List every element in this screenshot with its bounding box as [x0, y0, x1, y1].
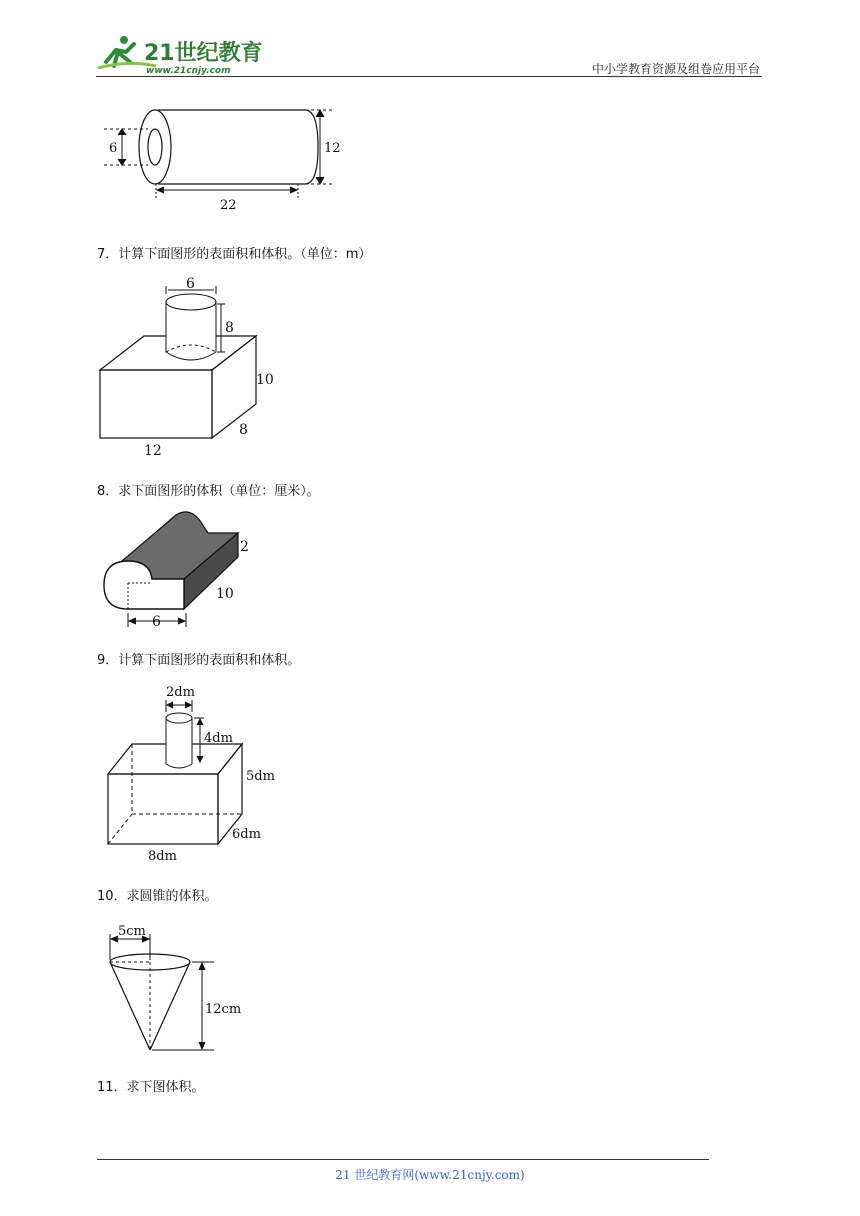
fig7-box-height: 10 [256, 372, 274, 388]
fig7-box-depth: 8 [239, 422, 248, 438]
fig9-box-depth: 6dm [232, 827, 261, 842]
header-divider [96, 76, 762, 77]
fig7-cyl-height: 8 [225, 320, 234, 336]
figure-box-with-cylinder [96, 272, 286, 462]
fig9-box-height: 5dm [246, 769, 275, 784]
logo-text: 21世纪教育 [144, 41, 263, 66]
question-8: 8．求下面图形的体积（单位：厘米）。 [97, 484, 320, 499]
fig6-left-dim: 6 [109, 141, 118, 156]
question-11: 11．求下图体积。 [97, 1080, 205, 1095]
question-10: 10．求圆锥的体积。 [97, 889, 218, 904]
fig8-width: 6 [152, 614, 161, 630]
fig6-bottom-dim: 22 [220, 198, 237, 213]
figure-cone [104, 920, 254, 1056]
question-9: 9．计算下面图形的表面积和体积。 [97, 653, 301, 668]
figure-half-cylinder-prism [100, 505, 260, 633]
fig10-radius: 5cm [118, 924, 146, 939]
site-logo [96, 32, 266, 76]
fig7-cyl-diameter: 6 [186, 276, 195, 292]
question-7: 7．计算下面图形的表面积和体积。（单位：m） [97, 247, 372, 262]
figure-box-with-cylinder-dm [104, 680, 284, 866]
fig9-cyl-diameter: 2dm [166, 685, 195, 700]
fig9-box-length: 8dm [148, 849, 177, 864]
footer-divider [97, 1159, 709, 1160]
fig8-height: 2 [240, 539, 249, 555]
fig9-cyl-height: 4dm [204, 731, 233, 746]
fig7-box-length: 12 [144, 443, 162, 459]
fig6-right-dim: 12 [324, 141, 341, 156]
footer-link[interactable]: 21 世纪教育网(www.21cnjy.com) [335, 1168, 525, 1182]
header-platform-text: 中小学教育资源及组卷应用平台 [591, 62, 760, 76]
figure-hollow-cylinder [100, 102, 350, 214]
fig10-height: 12cm [205, 1002, 242, 1017]
fig8-length: 10 [216, 586, 234, 602]
logo-url: www.21cnjy.com [146, 66, 231, 76]
